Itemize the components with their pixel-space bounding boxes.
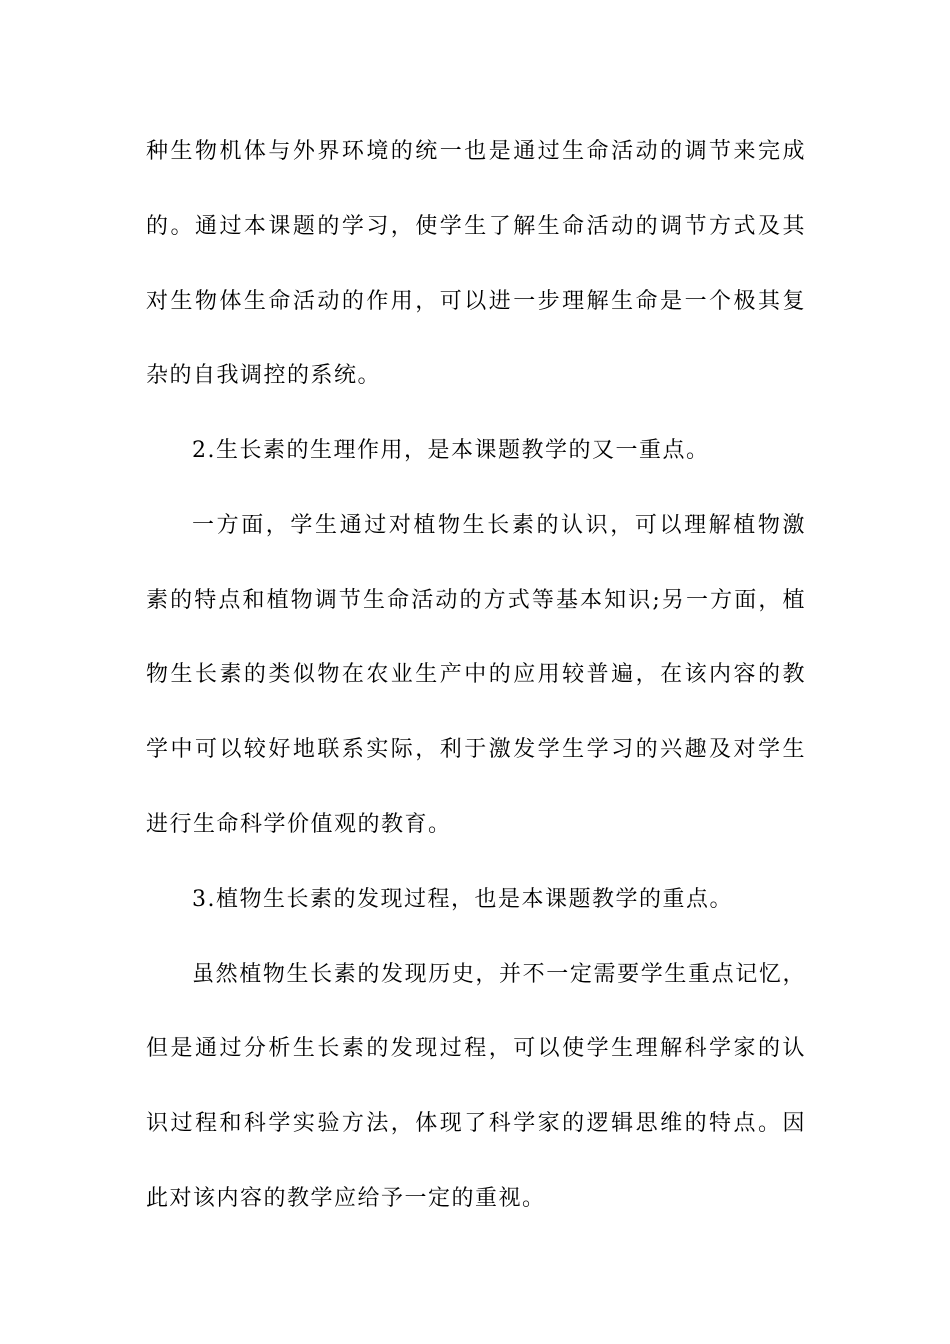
paragraph-1-line-3: 对生物体生命活动的作用，可以进一步理解生命是一个极其复: [146, 288, 806, 314]
document-body: [146, 133, 806, 1217]
paragraph-3-line-4: 学中可以较好地联系实际，利于激发学生学习的兴趣及对学生: [146, 737, 806, 763]
paragraph-1-line-2: 的。通过本课题的学习，使学生了解生命活动的调节方式及其: [146, 213, 806, 239]
paragraph-5-line-2: 但是通过分析生长素的发现过程，可以使学生理解科学家的认: [146, 1036, 806, 1062]
paragraph-3-line-3: 物生长素的类似物在农业生产中的应用较普遍，在该内容的教: [146, 662, 806, 688]
paragraph-3-line-1: 一方面，学生通过对植物生长素的认识，可以理解植物激: [192, 512, 806, 538]
section-3-heading: 3.植物生长素的发现过程，也是本课题教学的重点。: [192, 886, 733, 912]
section-2-heading: 2.生长素的生理作用，是本课题教学的又一重点。: [192, 438, 710, 464]
paragraph-1-line-1: 种生物机体与外界环境的统一也是通过生命活动的调节来完成: [146, 139, 806, 164]
paragraph-5-line-3: 识过程和科学实验方法，体现了科学家的逻辑思维的特点。因: [146, 1111, 806, 1137]
paragraph-3-line-2: 素的特点和植物调节生命活动的方式等基本知识;另一方面，植: [146, 587, 806, 613]
paragraph-5-line-1: 虽然植物生长素的发现历史，并不一定需要学生重点记忆，: [192, 961, 806, 987]
paragraph-3-line-5: 进行生命科学价值观的教育。: [146, 812, 452, 838]
paragraph-5-line-4: 此对该内容的教学应给予一定的重视。: [146, 1185, 546, 1211]
paragraph-1-line-4: 杂的自我调控的系统。: [146, 363, 382, 389]
